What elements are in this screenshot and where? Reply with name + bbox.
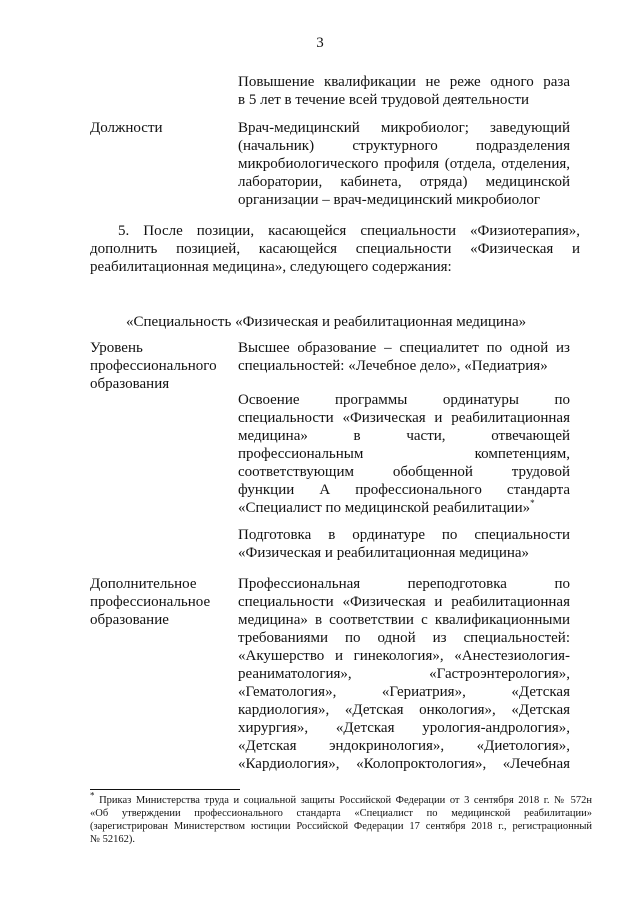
item-5-paragraph — [90, 222, 580, 276]
text-line: Врач-медицинский микробиолог; заведующий — [238, 120, 570, 136]
text-line: «Гематология», «Гериатрия», «Детская — [238, 684, 570, 700]
text-line-content: «Специалист по медицинской реабилитации» — [238, 500, 531, 516]
text-line: специальности «Физическая и реабилитационная — [238, 410, 570, 426]
education-level-label — [90, 339, 230, 393]
text-line: микробиологического профиля (отдела, отделения, — [238, 156, 570, 172]
positions-label: Должности — [90, 120, 163, 136]
text-line: лаборатории, кабинета, отряда) медицинской — [238, 174, 570, 190]
text-line: соответствующим обобщенной трудовой — [238, 464, 570, 480]
footnote-line: (зарегистрирован Министерством юстиции Российской Федерации 17 сентября 2018 г., регистрационный — [90, 821, 592, 832]
page-number: 3 — [316, 35, 324, 51]
label-line: Уровень — [90, 340, 143, 356]
text-line: 5. После позиции, касающейся специальности «Физиотерапия», — [118, 223, 580, 239]
text-line: Профессиональная переподготовка по — [238, 576, 570, 592]
text-line — [238, 499, 570, 517]
label-line: профессиональное — [90, 594, 211, 610]
footnote-line-content: Приказ Министерства труда и социальной защиты Российской Федерации от 3 сентября 2018 г. № 572н — [99, 795, 593, 806]
residency-mastery-text — [238, 391, 570, 517]
additional-education-text — [238, 575, 570, 773]
text-line: Подготовка в ординатуре по специальности — [238, 527, 570, 543]
text-line: Высшее образование – специалитет по одной из — [238, 340, 570, 356]
footnote-line — [90, 790, 593, 807]
footnote-reference: * — [530, 498, 535, 508]
footnote-separator — [90, 789, 240, 790]
text-line: в 5 лет в течение всей трудовой деятельности — [238, 92, 529, 108]
text-line: кардиология», «Детская онкология», «Детская — [238, 702, 570, 718]
text-line: (начальник) структурного подразделения — [238, 138, 570, 154]
text-line: «Акушерство и гинекология», «Анестезиология- — [238, 648, 570, 664]
text-line: функции А профессионального стандарта — [238, 482, 570, 498]
higher-education-text — [238, 339, 570, 375]
text-line: реаниматология», «Гастроэнтерология», — [238, 666, 570, 682]
label-line: Дополнительное — [90, 576, 197, 592]
text-line: реабилитационная медицина», следующего содержания: — [90, 259, 452, 275]
positions-text — [238, 119, 570, 209]
text-line: требованиями по одной из специальностей: — [238, 630, 570, 646]
continuation-text — [238, 73, 570, 109]
text-line: медицина» в части, отвечающей — [238, 428, 570, 444]
text-line: организации – врач-медицинский микробиолог — [238, 192, 541, 208]
label-line: образование — [90, 612, 169, 628]
text-line: специальностей: «Лечебное дело», «Педиатрия» — [238, 358, 548, 374]
text-line: профессиональным компетенциям, — [238, 446, 570, 462]
text-line: Освоение программы ординатуры по — [238, 392, 570, 408]
footnote-line: «Об утверждении профессионального стандарта «Специалист по медицинской реабилитации» — [90, 808, 592, 819]
footnote — [90, 790, 593, 846]
text-line: «Детская эндокринология», «Диетология», — [238, 738, 570, 754]
additional-education-label — [90, 575, 230, 629]
specialty-heading: «Специальность «Физическая и реабилитационная медицина» — [126, 314, 527, 330]
text-line: дополнить позицией, касающейся специальности «Физическая и — [90, 241, 580, 257]
text-line: хирургия», «Детская урология-андрология», — [238, 720, 570, 736]
footnote-mark: * — [90, 790, 95, 801]
text-line: Повышение квалификации не реже одного раза — [238, 74, 570, 90]
text-line: медицина» в соответствии с квалификационными — [238, 612, 570, 628]
label-line: профессионального — [90, 358, 217, 374]
text-line: «Физическая и реабилитационная медицина» — [238, 545, 530, 561]
label-line: образования — [90, 376, 170, 392]
residency-training-text — [238, 526, 570, 562]
text-line: «Кардиология», «Колопроктология», «Лечебная — [238, 756, 570, 772]
text-line: специальности «Физическая и реабилитационная — [238, 594, 570, 610]
footnote-line: № 52162). — [90, 834, 136, 845]
